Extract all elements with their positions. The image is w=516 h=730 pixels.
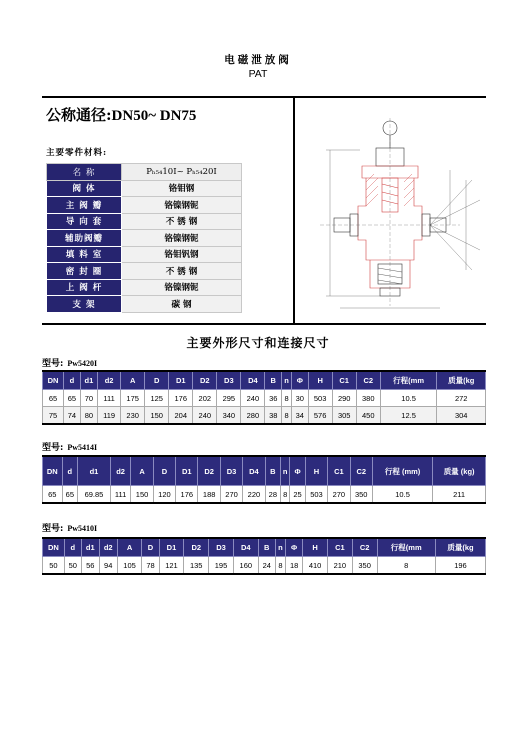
column-header: C2	[350, 456, 372, 486]
table-cell: 450	[356, 407, 380, 425]
model-code: Pw5410I	[67, 524, 98, 533]
table-cell: 105	[117, 557, 142, 575]
part-name: 导 向 套	[47, 213, 122, 230]
table-cell: 195	[209, 557, 234, 575]
table-cell: 340	[217, 407, 241, 425]
table-cell: 380	[356, 390, 380, 407]
top-rule	[42, 96, 486, 98]
table-cell: 70	[80, 390, 97, 407]
table-cell: 176	[176, 486, 198, 504]
model-code: Pw5420I	[67, 359, 98, 368]
table-cell: 576	[308, 407, 332, 425]
middle-rule	[42, 323, 486, 325]
document-title: 电磁泄放阀	[224, 54, 292, 66]
materials-table	[46, 163, 242, 313]
table-cell: 290	[332, 390, 356, 407]
table-cell: 176	[169, 390, 193, 407]
table-cell: 121	[159, 557, 184, 575]
table-cell: 125	[145, 390, 169, 407]
column-header: d	[64, 538, 81, 557]
table-cell: 270	[328, 486, 350, 504]
table-cell: 75	[43, 407, 64, 425]
table-cell: 12.5	[380, 407, 437, 425]
table-cell: 10.5	[372, 486, 432, 504]
table-cell: 69.85	[78, 486, 111, 504]
table-cell: 350	[350, 486, 372, 504]
table-cell: 8	[281, 486, 290, 504]
materials-header-name: 名 称	[47, 164, 122, 181]
column-header: 质量(kg	[435, 538, 485, 557]
dimensions-table-3	[42, 537, 486, 575]
table-cell: 160	[233, 557, 258, 575]
table-cell: 94	[99, 557, 117, 575]
column-header: H	[305, 456, 327, 486]
column-header: 行程 (mm)	[372, 456, 432, 486]
column-header: d	[62, 456, 77, 486]
column-header: D2	[193, 371, 217, 390]
table-cell: 8	[282, 390, 292, 407]
column-header: d2	[110, 456, 131, 486]
material-row	[47, 197, 242, 214]
column-header: H	[303, 538, 328, 557]
column-header: Φ	[286, 538, 303, 557]
column-header: D1	[169, 371, 193, 390]
column-header: D	[145, 371, 169, 390]
table-cell: 150	[145, 407, 169, 425]
table-cell: 38	[265, 407, 282, 425]
table-cell: 111	[98, 390, 121, 407]
part-material: 铬镍钢铌	[122, 197, 242, 214]
table-row	[43, 486, 486, 504]
table-row	[43, 407, 486, 425]
table-cell: 295	[217, 390, 241, 407]
column-header: D	[142, 538, 159, 557]
column-header: Φ	[292, 371, 309, 390]
part-name: 主 阀 瓣	[47, 197, 122, 214]
column-header: B	[265, 371, 282, 390]
table-cell: 78	[142, 557, 159, 575]
part-name: 填 料 室	[47, 246, 122, 263]
table-cell: 25	[290, 486, 305, 504]
column-header: 质量 (kg)	[433, 456, 486, 486]
column-header: A	[121, 371, 145, 390]
table-cell: 211	[433, 486, 486, 504]
table-cell: 56	[81, 557, 99, 575]
table-header-row	[43, 538, 486, 557]
material-row	[47, 263, 242, 280]
material-row	[47, 230, 242, 247]
column-header: DN	[43, 371, 64, 390]
part-material: 不 锈 钢	[122, 263, 242, 280]
table-cell: 272	[437, 390, 486, 407]
table-cell: 65	[64, 390, 81, 407]
column-header: d1	[78, 456, 111, 486]
valve-drawing	[300, 110, 486, 316]
table-cell: 204	[169, 407, 193, 425]
column-header: H	[308, 371, 332, 390]
table-cell: 18	[286, 557, 303, 575]
column-header: D4	[233, 538, 258, 557]
table-cell: 36	[265, 390, 282, 407]
nominal-label: 公称通径:	[46, 106, 112, 124]
table-cell: 65	[43, 486, 63, 504]
column-header: D3	[217, 371, 241, 390]
column-header: D4	[243, 456, 265, 486]
column-header: D4	[241, 371, 265, 390]
document-subtitle: PAT	[248, 68, 268, 80]
dimensions-table-2	[42, 455, 486, 504]
part-name: 支 架	[47, 296, 122, 313]
column-header: Φ	[290, 456, 305, 486]
column-header: A	[117, 538, 142, 557]
column-header: D1	[159, 538, 184, 557]
table-cell: 30	[292, 390, 309, 407]
material-row	[47, 213, 242, 230]
table-cell: 230	[121, 407, 145, 425]
table-cell: 34	[292, 407, 309, 425]
table-cell: 350	[352, 557, 377, 575]
table-cell: 150	[131, 486, 153, 504]
column-header: D	[153, 456, 175, 486]
table-cell: 50	[64, 557, 81, 575]
model-label	[42, 521, 97, 534]
column-header: D1	[176, 456, 198, 486]
dimensions-heading: 主要外形尺寸和连接尺寸	[186, 336, 330, 350]
column-header: 行程(mm	[380, 371, 437, 390]
column-header: D3	[209, 538, 234, 557]
table-cell: 119	[98, 407, 121, 425]
part-material: 铬镍钢铌	[122, 230, 242, 247]
part-material: 铬钼钒钢	[122, 246, 242, 263]
table-cell: 80	[80, 407, 97, 425]
column-header: 行程(mm	[377, 538, 435, 557]
model-label	[42, 356, 97, 369]
table-cell: 120	[153, 486, 175, 504]
table-cell: 50	[43, 557, 65, 575]
table-cell: 135	[184, 557, 209, 575]
column-header: A	[131, 456, 153, 486]
materials-header-models: Pₕ₅₄10I~ Pₕ₅₄20I	[122, 164, 242, 181]
column-header: C1	[328, 456, 350, 486]
table-cell: 240	[241, 390, 265, 407]
table-cell: 202	[193, 390, 217, 407]
parts-heading: 主要零件材料:	[46, 148, 108, 158]
table-cell: 210	[327, 557, 352, 575]
panel-divider	[293, 96, 295, 324]
nominal-diameter	[46, 104, 196, 125]
table-cell: 8	[275, 557, 285, 575]
table-cell: 24	[258, 557, 275, 575]
part-name: 阀 体	[47, 180, 122, 197]
column-header: D2	[198, 456, 220, 486]
table-cell: 10.5	[380, 390, 437, 407]
table-cell: 503	[308, 390, 332, 407]
table-cell: 196	[435, 557, 485, 575]
part-name: 上 阀 杆	[47, 279, 122, 296]
column-header: C2	[352, 538, 377, 557]
part-name: 密 封 圈	[47, 263, 122, 280]
column-header: DN	[43, 456, 63, 486]
model-prefix: 型号:	[42, 443, 64, 453]
table-cell: 240	[193, 407, 217, 425]
table-cell: 111	[110, 486, 131, 504]
column-header: d2	[99, 538, 117, 557]
table-cell: 220	[243, 486, 265, 504]
table-cell: 410	[303, 557, 328, 575]
column-header: d2	[98, 371, 121, 390]
part-material: 碳 钢	[122, 296, 242, 313]
part-name: 辅助阀瓣	[47, 230, 122, 247]
materials-header-row	[47, 164, 242, 181]
column-header: n	[282, 371, 292, 390]
column-header: D3	[220, 456, 242, 486]
model-prefix: 型号:	[42, 359, 64, 369]
table-cell: 175	[121, 390, 145, 407]
column-header: C2	[356, 371, 380, 390]
material-row	[47, 180, 242, 197]
part-material: 铬镍钢铌	[122, 279, 242, 296]
part-material: 不 锈 钢	[122, 213, 242, 230]
table-cell: 28	[265, 486, 280, 504]
table-cell: 8	[282, 407, 292, 425]
column-header: DN	[43, 538, 65, 557]
table-cell: 188	[198, 486, 220, 504]
column-header: d	[64, 371, 81, 390]
table-header-row	[43, 456, 486, 486]
column-header: d1	[81, 538, 99, 557]
table-row	[43, 390, 486, 407]
column-header: B	[265, 456, 280, 486]
part-material: 铬钼钢	[122, 180, 242, 197]
column-header: D2	[184, 538, 209, 557]
table-cell: 270	[220, 486, 242, 504]
nominal-value: DN50~ DN75	[111, 108, 197, 124]
table-header-row	[43, 371, 486, 390]
table-cell: 304	[437, 407, 486, 425]
table-cell: 503	[305, 486, 327, 504]
table-cell: 65	[43, 390, 64, 407]
model-code: Pw5414I	[67, 443, 98, 452]
table-cell: 8	[377, 557, 435, 575]
model-label	[42, 440, 97, 453]
column-header: B	[258, 538, 275, 557]
material-row	[47, 279, 242, 296]
table-row	[43, 557, 486, 575]
table-cell: 305	[332, 407, 356, 425]
column-header: C1	[332, 371, 356, 390]
column-header: d1	[80, 371, 97, 390]
dimensions-table-1	[42, 370, 486, 425]
model-prefix: 型号:	[42, 524, 64, 534]
material-row	[47, 296, 242, 313]
table-cell: 74	[64, 407, 81, 425]
column-header: n	[275, 538, 285, 557]
table-cell: 65	[62, 486, 77, 504]
material-row	[47, 246, 242, 263]
column-header: C1	[327, 538, 352, 557]
column-header: 质量(kg	[437, 371, 486, 390]
column-header: n	[281, 456, 290, 486]
table-cell: 280	[241, 407, 265, 425]
